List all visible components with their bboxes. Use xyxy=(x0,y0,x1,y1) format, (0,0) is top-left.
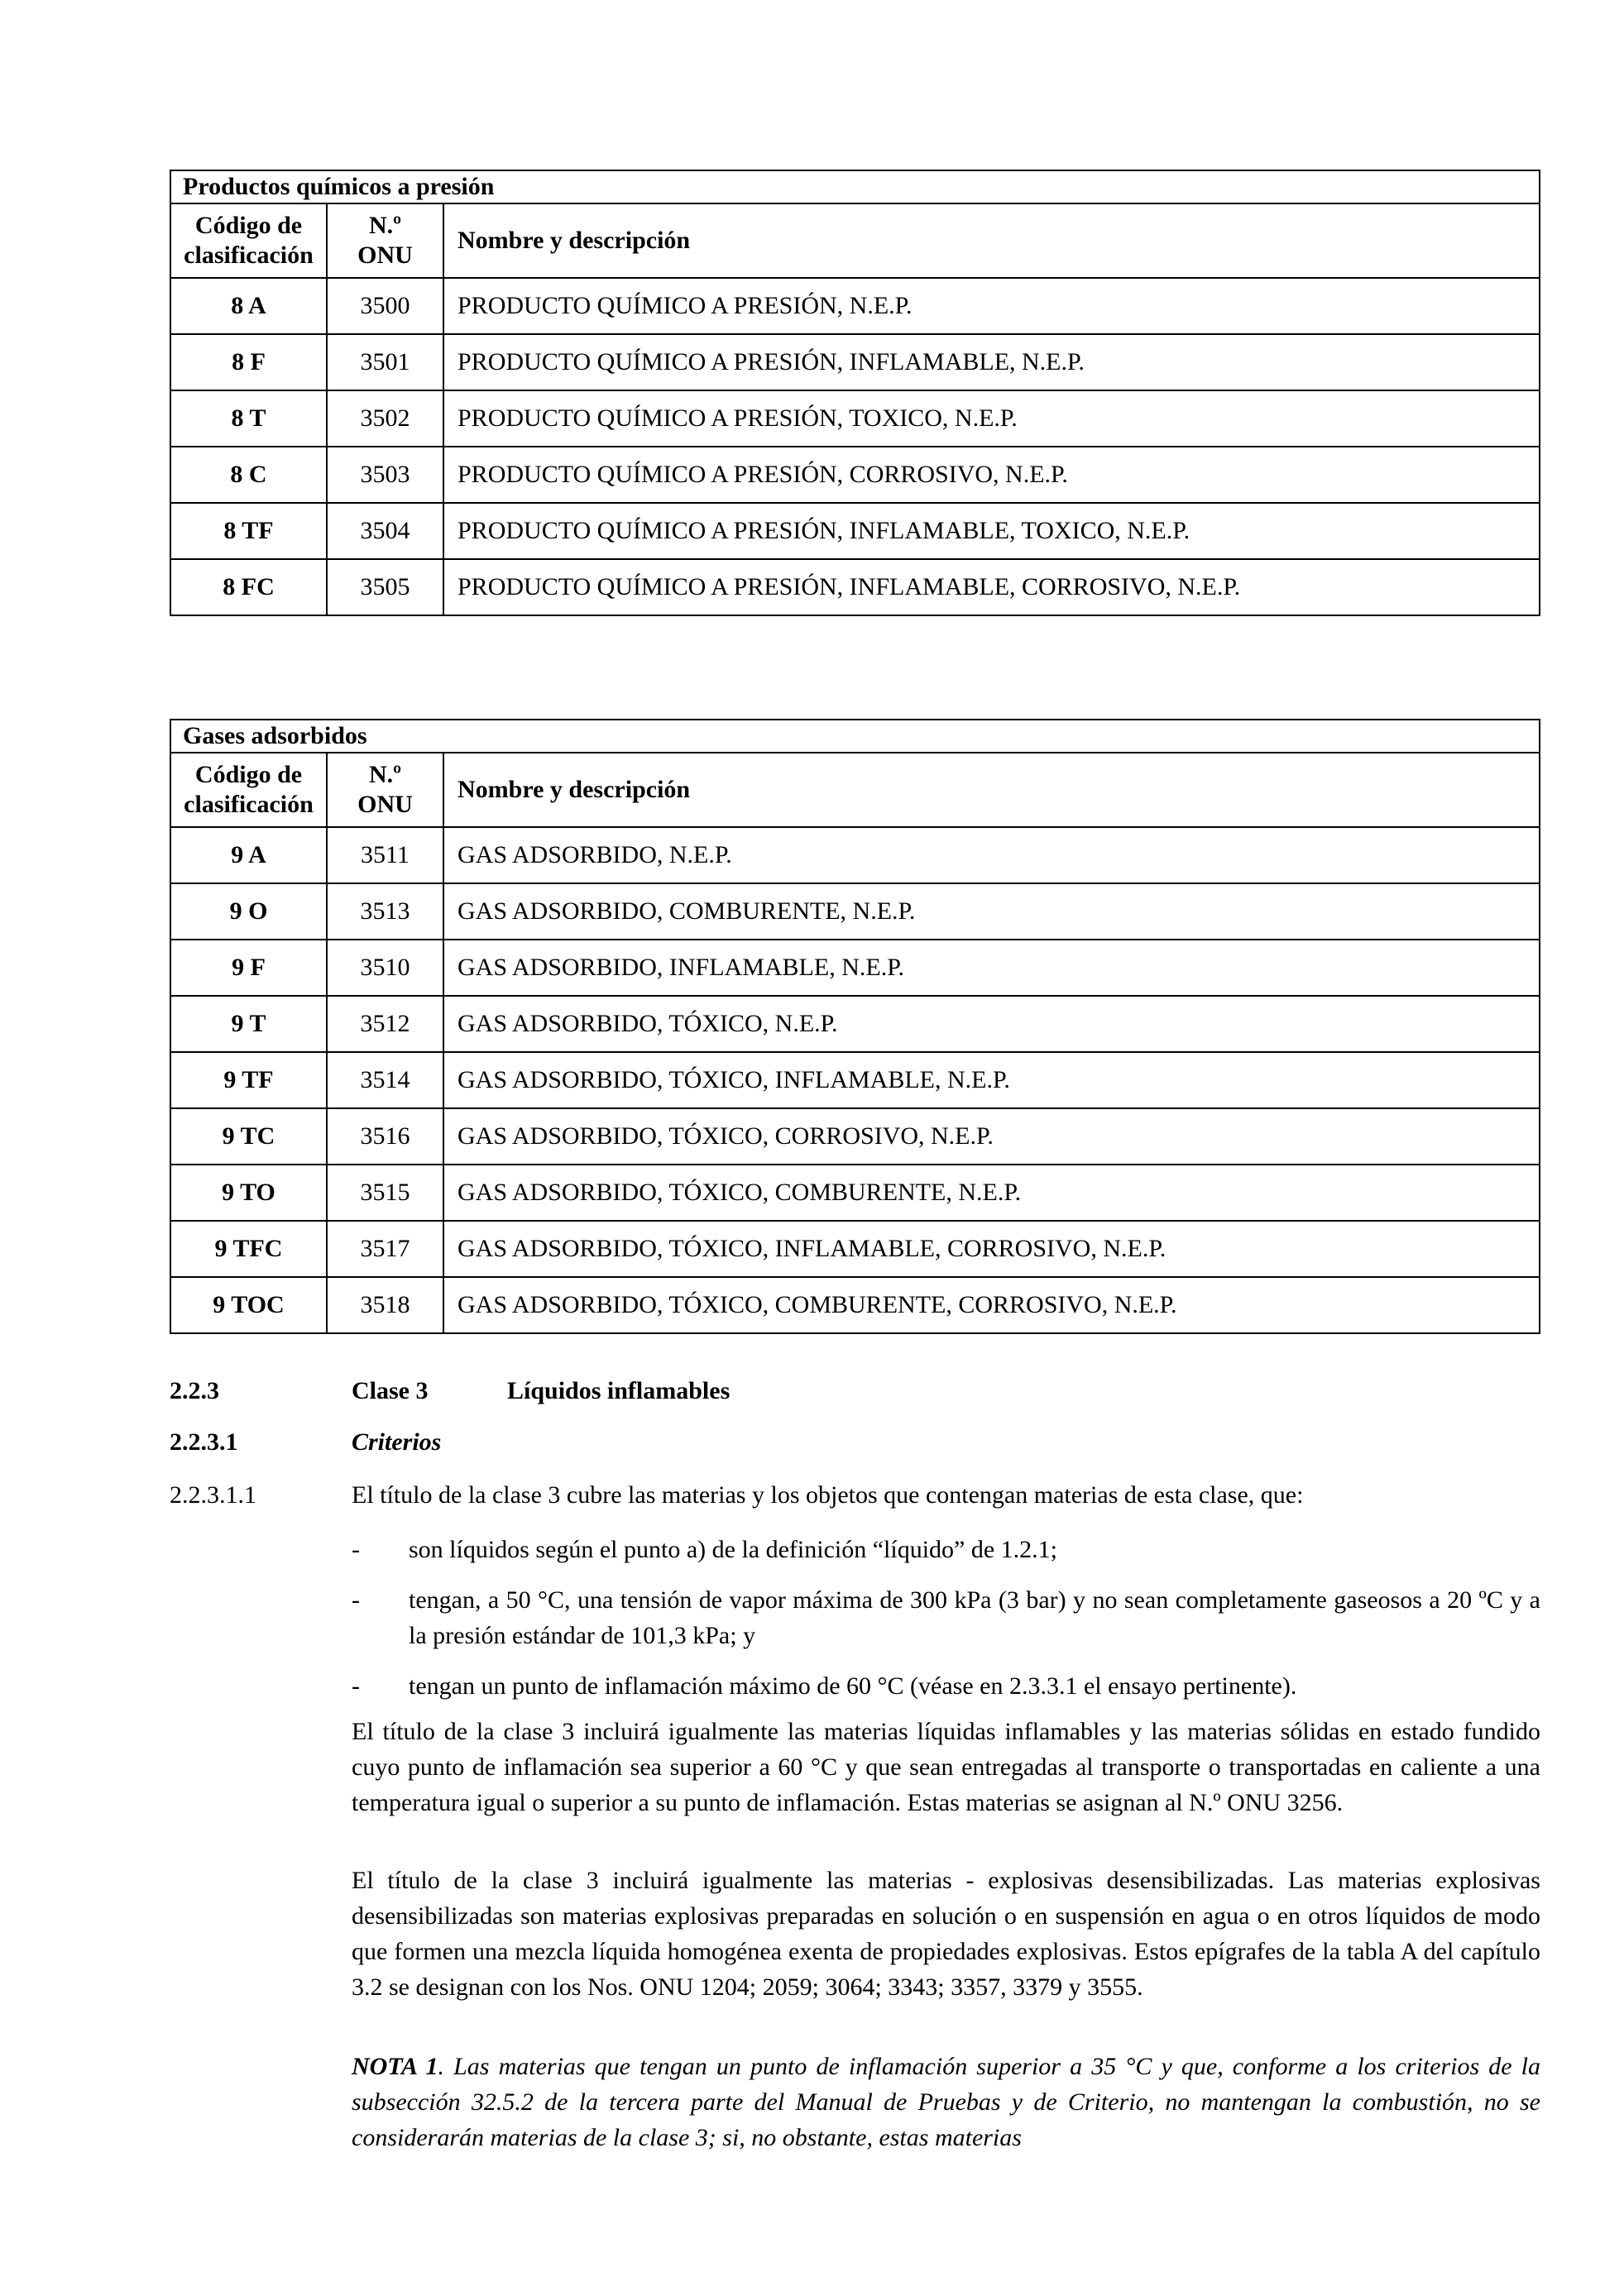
paragraph: El título de la clase 3 incluirá igualmente las materias - explosivas desensibilizadas. Las materias explosivas desensibilizadas son materias explosivas preparadas en solución o en suspensión en agua o en otros líquidos de modo que formen una mezcla líquida homogénea exenta de propiedades explosivas. Estos epígrafes de la tabla A del capítulo 3.2 se designan con los Nos. ONU 1204; 2059; 3064; 3343; 3357, 3379 y 3555. xyxy=(352,1867,1540,2001)
cell-codigo: 8 F xyxy=(170,334,327,390)
table-row xyxy=(170,390,1540,447)
cell-onu: 3518 xyxy=(327,1277,443,1333)
cell-nombre: GAS ADSORBIDO, TÓXICO, INFLAMABLE, N.E.P. xyxy=(443,1052,1540,1108)
table-title: Gases adsorbidos xyxy=(170,720,1540,753)
column-header-onu: N.º ONU xyxy=(327,203,443,278)
paragraph-intro: El título de la clase 3 cubre las materias y los objetos que contengan materias de esta clase, que: xyxy=(352,1481,1304,1509)
table-row xyxy=(170,1165,1540,1221)
table-gases-adsorbidos xyxy=(170,719,1540,1334)
bullet-marker: - xyxy=(352,1586,360,1614)
cell-codigo: 9 TC xyxy=(170,1108,327,1165)
cell-codigo: 9 TO xyxy=(170,1165,327,1221)
column-header-codigo: Código de clasificación xyxy=(170,753,327,827)
cell-nombre: GAS ADSORBIDO, INFLAMABLE, N.E.P. xyxy=(443,940,1540,996)
cell-nombre: GAS ADSORBIDO, TÓXICO, COMBURENTE, N.E.P. xyxy=(443,1165,1540,1221)
table-row xyxy=(170,559,1540,615)
cell-nombre: GAS ADSORBIDO, TÓXICO, CORROSIVO, N.E.P. xyxy=(443,1108,1540,1165)
cell-codigo: 8 FC xyxy=(170,559,327,615)
cell-onu: 3516 xyxy=(327,1108,443,1165)
table-row xyxy=(170,278,1540,334)
cell-codigo: 8 C xyxy=(170,447,327,503)
bullet-text: tengan, a 50 °C, una tensión de vapor máxima de 300 kPa (3 bar) y no sean completamente gaseosos a 20 ºC y a la presión estándar de 101,3 kPa; y xyxy=(409,1586,1540,1649)
note-text: . Las materias que tengan un punto de inflamación superior a 35 °C y que, conforme a los criterios de la subsección 32.5.2 de la tercera parte del Manual de Pruebas y de Criterio, no mantengan la combustión, no se considerarán materias de la clase 3; si, no obstante, estas materias xyxy=(352,2053,1541,2151)
cell-onu: 3511 xyxy=(327,827,443,883)
cell-nombre: GAS ADSORBIDO, TÓXICO, INFLAMABLE, CORROSIVO, N.E.P. xyxy=(443,1221,1540,1277)
cell-onu: 3501 xyxy=(327,334,443,390)
column-header-codigo: Código de clasificación xyxy=(170,203,327,278)
cell-codigo: 9 TOC xyxy=(170,1277,327,1333)
section-heading xyxy=(170,1377,1540,1410)
cell-onu: 3515 xyxy=(327,1165,443,1221)
cell-codigo: 9 F xyxy=(170,940,327,996)
cell-codigo: 9 TF xyxy=(170,1052,327,1108)
subsection-number: 2.2.3.1 xyxy=(170,1428,238,1456)
cell-nombre: PRODUCTO QUÍMICO A PRESIÓN, INFLAMABLE, CORROSIVO, N.E.P. xyxy=(443,559,1540,615)
cell-codigo: 9 O xyxy=(170,883,327,940)
cell-onu: 3505 xyxy=(327,559,443,615)
cell-nombre: PRODUCTO QUÍMICO A PRESIÓN, INFLAMABLE, N.E.P. xyxy=(443,334,1540,390)
cell-codigo: 9 A xyxy=(170,827,327,883)
note-label: NOTA 1 xyxy=(352,2053,438,2080)
cell-onu: 3502 xyxy=(327,390,443,447)
cell-onu: 3514 xyxy=(327,1052,443,1108)
cell-codigo: 9 TFC xyxy=(170,1221,327,1277)
cell-onu: 3513 xyxy=(327,883,443,940)
subsection-heading xyxy=(170,1428,1540,1461)
cell-nombre: GAS ADSORBIDO, TÓXICO, COMBURENTE, CORROSIVO, N.E.P. xyxy=(443,1277,1540,1333)
table-row xyxy=(170,827,1540,883)
cell-onu: 3504 xyxy=(327,503,443,559)
section-number: 2.2.3 xyxy=(170,1377,219,1404)
cell-codigo: 9 T xyxy=(170,996,327,1052)
cell-codigo: 8 T xyxy=(170,390,327,447)
table-row xyxy=(170,940,1540,996)
table-row xyxy=(170,1277,1540,1333)
cell-nombre: GAS ADSORBIDO, COMBURENTE, N.E.P. xyxy=(443,883,1540,940)
section-class: Clase 3 xyxy=(352,1377,429,1404)
cell-onu: 3503 xyxy=(327,447,443,503)
paragraph-number: 2.2.3.1.1 xyxy=(170,1481,256,1509)
cell-nombre: PRODUCTO QUÍMICO A PRESIÓN, CORROSIVO, N.E.P. xyxy=(443,447,1540,503)
paragraph-number-row xyxy=(170,1481,1540,1514)
bullet-text: tengan un punto de inflamación máximo de 60 °C (véase en 2.3.3.1 el ensayo pertinente). xyxy=(409,1672,1297,1700)
column-header-onu: N.º ONU xyxy=(327,753,443,827)
table-row xyxy=(170,334,1540,390)
table-row xyxy=(170,503,1540,559)
note-paragraph xyxy=(352,2049,1540,2155)
table-row xyxy=(170,1052,1540,1108)
cell-nombre: GAS ADSORBIDO, TÓXICO, N.E.P. xyxy=(443,996,1540,1052)
table-title: Productos químicos a presión xyxy=(170,170,1540,203)
paragraph: El título de la clase 3 incluirá igualmente las materias líquidas inflamables y las materias sólidas en estado fundido cuyo punto de inflamación sea superior a 60 °C y que sean entregadas al transporte o transportadas en caliente a una temperatura igual o superior a su punto de inflamación. Estas materias se asignan al N.º ONU 3256. xyxy=(352,1718,1540,1816)
cell-nombre: PRODUCTO QUÍMICO A PRESIÓN, N.E.P. xyxy=(443,278,1540,334)
section-title: Líquidos inflamables xyxy=(507,1377,731,1404)
table-productos-quimicos xyxy=(170,170,1540,616)
bullet-text: son líquidos según el punto a) de la definición “líquido” de 1.2.1; xyxy=(409,1536,1058,1563)
subsection-title: Criterios xyxy=(352,1428,442,1456)
cell-nombre: GAS ADSORBIDO, N.E.P. xyxy=(443,827,1540,883)
cell-nombre: PRODUCTO QUÍMICO A PRESIÓN, TOXICO, N.E.P. xyxy=(443,390,1540,447)
cell-codigo: 8 A xyxy=(170,278,327,334)
column-header-nombre: Nombre y descripción xyxy=(443,753,1540,827)
cell-onu: 3517 xyxy=(327,1221,443,1277)
bullet-marker: - xyxy=(352,1536,360,1563)
table-row xyxy=(170,996,1540,1052)
table-row xyxy=(170,1221,1540,1277)
table-row xyxy=(170,1108,1540,1165)
cell-onu: 3512 xyxy=(327,996,443,1052)
cell-onu: 3500 xyxy=(327,278,443,334)
cell-onu: 3510 xyxy=(327,940,443,996)
cell-nombre: PRODUCTO QUÍMICO A PRESIÓN, INFLAMABLE, TOXICO, N.E.P. xyxy=(443,503,1540,559)
table-row xyxy=(170,447,1540,503)
cell-codigo: 8 TF xyxy=(170,503,327,559)
bullet-marker: - xyxy=(352,1672,360,1700)
column-header-nombre: Nombre y descripción xyxy=(443,203,1540,278)
table-row xyxy=(170,883,1540,940)
